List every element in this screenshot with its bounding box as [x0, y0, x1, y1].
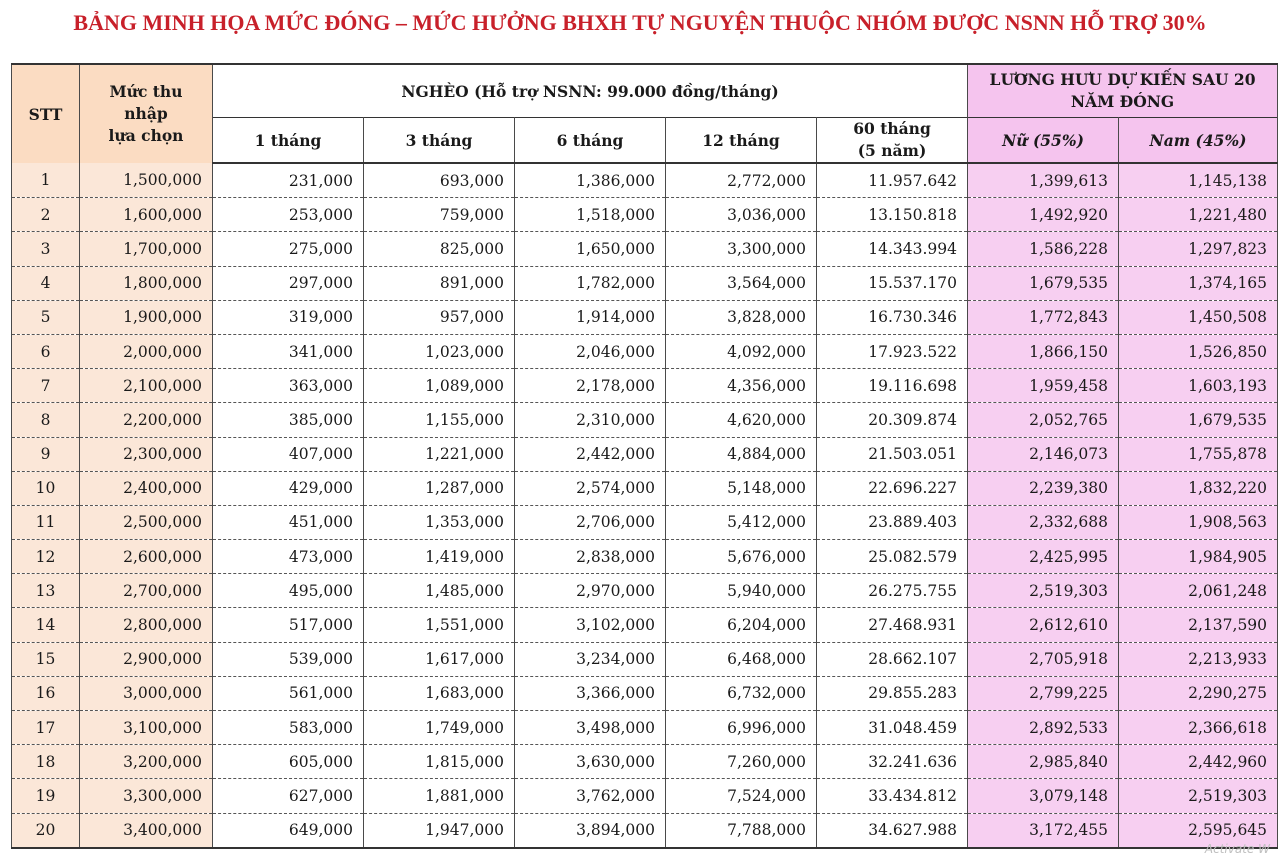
cell-3-months: 1,419,000 — [364, 540, 515, 574]
cell-income: 1,500,000 — [80, 163, 213, 198]
cell-stt: 3 — [12, 232, 80, 266]
cell-60-months: 29.855.283 — [817, 676, 968, 710]
cell-male: 1,755,878 — [1119, 437, 1278, 471]
cell-6-months: 1,518,000 — [515, 198, 666, 232]
col-1-month: 1 tháng — [213, 118, 364, 164]
cell-female: 2,799,225 — [968, 676, 1119, 710]
cell-male: 1,374,165 — [1119, 266, 1278, 300]
table-row — [12, 266, 1278, 300]
col-12-months: 12 tháng — [666, 118, 817, 164]
cell-6-months: 1,650,000 — [515, 232, 666, 266]
cell-stt: 6 — [12, 334, 80, 368]
pension-header — [968, 64, 1278, 118]
cell-12-months: 7,788,000 — [666, 813, 817, 848]
cell-female: 1,399,613 — [968, 163, 1119, 198]
cell-60-months: 14.343.994 — [817, 232, 968, 266]
table-row — [12, 676, 1278, 710]
cell-stt: 16 — [12, 676, 80, 710]
cell-6-months: 1,782,000 — [515, 266, 666, 300]
cell-6-months: 2,178,000 — [515, 369, 666, 403]
col-female-label: Nữ (55%) — [1002, 130, 1084, 150]
cell-12-months: 5,412,000 — [666, 505, 817, 539]
cell-stt: 14 — [12, 608, 80, 642]
cell-male: 2,213,933 — [1119, 642, 1278, 676]
cell-male: 1,603,193 — [1119, 369, 1278, 403]
col-male-label: Nam (45%) — [1149, 130, 1247, 150]
cell-60-months: 28.662.107 — [817, 642, 968, 676]
cell-female: 1,866,150 — [968, 334, 1119, 368]
cell-income: 2,200,000 — [80, 403, 213, 437]
cell-12-months: 5,148,000 — [666, 471, 817, 505]
cell-3-months: 1,287,000 — [364, 471, 515, 505]
cell-3-months: 1,617,000 — [364, 642, 515, 676]
cell-12-months: 4,884,000 — [666, 437, 817, 471]
cell-stt: 8 — [12, 403, 80, 437]
cell-3-months: 1,683,000 — [364, 676, 515, 710]
cell-1-month: 495,000 — [213, 574, 364, 608]
cell-3-months: 1,749,000 — [364, 711, 515, 745]
cell-stt: 19 — [12, 779, 80, 813]
cell-6-months: 2,838,000 — [515, 540, 666, 574]
cell-female: 3,172,455 — [968, 813, 1119, 848]
cell-1-month: 473,000 — [213, 540, 364, 574]
cell-12-months: 2,772,000 — [666, 163, 817, 198]
cell-3-months: 1,485,000 — [364, 574, 515, 608]
cell-12-months: 5,676,000 — [666, 540, 817, 574]
cell-stt: 2 — [12, 198, 80, 232]
cell-6-months: 2,046,000 — [515, 334, 666, 368]
cell-male: 1,679,535 — [1119, 403, 1278, 437]
cell-3-months: 1,089,000 — [364, 369, 515, 403]
cell-12-months: 3,300,000 — [666, 232, 817, 266]
cell-12-months: 5,940,000 — [666, 574, 817, 608]
col-6-months: 6 tháng — [515, 118, 666, 164]
table-row — [12, 779, 1278, 813]
table-row — [12, 198, 1278, 232]
cell-3-months: 1,155,000 — [364, 403, 515, 437]
cell-female: 2,052,765 — [968, 403, 1119, 437]
cell-income: 3,100,000 — [80, 711, 213, 745]
cell-3-months: 957,000 — [364, 300, 515, 334]
table-row — [12, 163, 1278, 198]
cell-3-months: 693,000 — [364, 163, 515, 198]
table-row — [12, 608, 1278, 642]
cell-income: 2,600,000 — [80, 540, 213, 574]
cell-income: 2,500,000 — [80, 505, 213, 539]
cell-male: 1,221,480 — [1119, 198, 1278, 232]
cell-1-month: 385,000 — [213, 403, 364, 437]
cell-12-months: 6,732,000 — [666, 676, 817, 710]
cell-income: 1,700,000 — [80, 232, 213, 266]
cell-12-months: 7,524,000 — [666, 779, 817, 813]
cell-60-months: 19.116.698 — [817, 369, 968, 403]
cell-60-months: 11.957.642 — [817, 163, 968, 198]
cell-1-month: 583,000 — [213, 711, 364, 745]
cell-12-months: 6,996,000 — [666, 711, 817, 745]
table-row — [12, 745, 1278, 779]
table-row — [12, 403, 1278, 437]
cell-stt: 10 — [12, 471, 80, 505]
cell-60-months: 25.082.579 — [817, 540, 968, 574]
cell-6-months: 3,630,000 — [515, 745, 666, 779]
cell-male: 2,442,960 — [1119, 745, 1278, 779]
cell-3-months: 1,023,000 — [364, 334, 515, 368]
table-row — [12, 642, 1278, 676]
cell-60-months: 27.468.931 — [817, 608, 968, 642]
table-row — [12, 505, 1278, 539]
cell-60-months: 16.730.346 — [817, 300, 968, 334]
table-row — [12, 574, 1278, 608]
cell-1-month: 627,000 — [213, 779, 364, 813]
cell-female: 2,146,073 — [968, 437, 1119, 471]
col-female — [968, 118, 1119, 164]
col-60-line1: 60 tháng — [853, 119, 931, 138]
cell-income: 2,400,000 — [80, 471, 213, 505]
cell-1-month: 539,000 — [213, 642, 364, 676]
cell-male: 1,908,563 — [1119, 505, 1278, 539]
cell-female: 3,079,148 — [968, 779, 1119, 813]
cell-12-months: 7,260,000 — [666, 745, 817, 779]
cell-income: 2,700,000 — [80, 574, 213, 608]
table-row — [12, 540, 1278, 574]
cell-income: 1,900,000 — [80, 300, 213, 334]
cell-male: 2,061,248 — [1119, 574, 1278, 608]
table-row — [12, 813, 1278, 848]
cell-income: 2,100,000 — [80, 369, 213, 403]
cell-6-months: 2,706,000 — [515, 505, 666, 539]
table-row — [12, 334, 1278, 368]
cell-60-months: 13.150.818 — [817, 198, 968, 232]
cell-6-months: 2,970,000 — [515, 574, 666, 608]
cell-male: 2,137,590 — [1119, 608, 1278, 642]
cell-male: 1,145,138 — [1119, 163, 1278, 198]
cell-female: 2,892,533 — [968, 711, 1119, 745]
cell-stt: 1 — [12, 163, 80, 198]
cell-3-months: 1,551,000 — [364, 608, 515, 642]
cell-1-month: 407,000 — [213, 437, 364, 471]
cell-female: 2,705,918 — [968, 642, 1119, 676]
cell-3-months: 1,353,000 — [364, 505, 515, 539]
cell-male: 1,526,850 — [1119, 334, 1278, 368]
cell-12-months: 6,204,000 — [666, 608, 817, 642]
cell-1-month: 451,000 — [213, 505, 364, 539]
cell-6-months: 1,386,000 — [515, 163, 666, 198]
cell-male: 2,290,275 — [1119, 676, 1278, 710]
contribution-table — [11, 63, 1278, 849]
cell-60-months: 21.503.051 — [817, 437, 968, 471]
cell-6-months: 3,762,000 — [515, 779, 666, 813]
cell-12-months: 4,620,000 — [666, 403, 817, 437]
cell-stt: 9 — [12, 437, 80, 471]
cell-6-months: 3,102,000 — [515, 608, 666, 642]
cell-female: 2,519,303 — [968, 574, 1119, 608]
cell-1-month: 297,000 — [213, 266, 364, 300]
cell-1-month: 363,000 — [213, 369, 364, 403]
cell-stt: 18 — [12, 745, 80, 779]
cell-3-months: 1,815,000 — [364, 745, 515, 779]
cell-1-month: 231,000 — [213, 163, 364, 198]
cell-male: 1,984,905 — [1119, 540, 1278, 574]
cell-stt: 4 — [12, 266, 80, 300]
table-row — [12, 300, 1278, 334]
cell-1-month: 561,000 — [213, 676, 364, 710]
cell-female: 1,492,920 — [968, 198, 1119, 232]
cell-60-months: 31.048.459 — [817, 711, 968, 745]
cell-6-months: 1,914,000 — [515, 300, 666, 334]
cell-stt: 20 — [12, 813, 80, 848]
cell-6-months: 3,234,000 — [515, 642, 666, 676]
cell-stt: 7 — [12, 369, 80, 403]
cell-6-months: 3,894,000 — [515, 813, 666, 848]
cell-female: 1,772,843 — [968, 300, 1119, 334]
cell-male: 1,297,823 — [1119, 232, 1278, 266]
cell-12-months: 6,468,000 — [666, 642, 817, 676]
cell-3-months: 891,000 — [364, 266, 515, 300]
income-header — [80, 64, 213, 163]
poor-group-header: NGHÈO (Hỗ trợ NSNN: 99.000 đồng/tháng) — [213, 64, 968, 118]
table-row — [12, 711, 1278, 745]
cell-1-month: 341,000 — [213, 334, 364, 368]
table-row — [12, 369, 1278, 403]
cell-6-months: 2,310,000 — [515, 403, 666, 437]
cell-3-months: 1,221,000 — [364, 437, 515, 471]
cell-stt: 5 — [12, 300, 80, 334]
income-header-line2: lựa chọn — [108, 126, 184, 145]
cell-female: 2,612,610 — [968, 608, 1119, 642]
cell-60-months: 15.537.170 — [817, 266, 968, 300]
cell-1-month: 649,000 — [213, 813, 364, 848]
cell-female: 2,425,995 — [968, 540, 1119, 574]
table-row — [12, 471, 1278, 505]
watermark: Activate W — [1204, 842, 1270, 856]
cell-income: 1,600,000 — [80, 198, 213, 232]
cell-stt: 15 — [12, 642, 80, 676]
pension-header-line1: LƯƠNG HƯU DỰ KIẾN SAU 20 — [989, 70, 1256, 89]
cell-6-months: 2,442,000 — [515, 437, 666, 471]
cell-60-months: 33.434.812 — [817, 779, 968, 813]
cell-income: 2,900,000 — [80, 642, 213, 676]
cell-12-months: 3,036,000 — [666, 198, 817, 232]
cell-income: 2,000,000 — [80, 334, 213, 368]
cell-60-months: 17.923.522 — [817, 334, 968, 368]
cell-male: 2,595,645 — [1119, 813, 1278, 848]
cell-12-months: 3,564,000 — [666, 266, 817, 300]
cell-income: 2,800,000 — [80, 608, 213, 642]
col-60-months — [817, 118, 968, 164]
cell-male: 2,366,618 — [1119, 711, 1278, 745]
table-row — [12, 437, 1278, 471]
cell-6-months: 3,498,000 — [515, 711, 666, 745]
cell-3-months: 1,881,000 — [364, 779, 515, 813]
cell-income: 3,200,000 — [80, 745, 213, 779]
cell-income: 3,300,000 — [80, 779, 213, 813]
col-male — [1119, 118, 1278, 164]
cell-12-months: 4,092,000 — [666, 334, 817, 368]
cell-female: 2,239,380 — [968, 471, 1119, 505]
cell-6-months: 2,574,000 — [515, 471, 666, 505]
cell-stt: 13 — [12, 574, 80, 608]
cell-female: 1,959,458 — [968, 369, 1119, 403]
stt-header: STT — [12, 64, 80, 163]
cell-female: 2,985,840 — [968, 745, 1119, 779]
cell-1-month: 275,000 — [213, 232, 364, 266]
cell-female: 1,679,535 — [968, 266, 1119, 300]
cell-60-months: 20.309.874 — [817, 403, 968, 437]
cell-1-month: 319,000 — [213, 300, 364, 334]
cell-income: 2,300,000 — [80, 437, 213, 471]
cell-12-months: 3,828,000 — [666, 300, 817, 334]
col-60-line2: (5 năm) — [857, 141, 927, 160]
cell-stt: 12 — [12, 540, 80, 574]
cell-3-months: 825,000 — [364, 232, 515, 266]
cell-3-months: 1,947,000 — [364, 813, 515, 848]
cell-6-months: 3,366,000 — [515, 676, 666, 710]
cell-1-month: 429,000 — [213, 471, 364, 505]
cell-male: 1,832,220 — [1119, 471, 1278, 505]
pension-header-line2: NĂM ĐÓNG — [1070, 92, 1175, 111]
page-title: BẢNG MINH HỌA MỨC ĐÓNG – MỨC HƯỞNG BHXH TỰ NGUYỆN THUỘC NHÓM ĐƯỢC NSNN HỖ TRỢ 30% — [73, 10, 1207, 35]
cell-male: 1,450,508 — [1119, 300, 1278, 334]
cell-12-months: 4,356,000 — [666, 369, 817, 403]
cell-1-month: 517,000 — [213, 608, 364, 642]
cell-stt: 11 — [12, 505, 80, 539]
cell-stt: 17 — [12, 711, 80, 745]
cell-3-months: 759,000 — [364, 198, 515, 232]
cell-income: 3,000,000 — [80, 676, 213, 710]
cell-income: 1,800,000 — [80, 266, 213, 300]
cell-female: 2,332,688 — [968, 505, 1119, 539]
cell-1-month: 253,000 — [213, 198, 364, 232]
cell-60-months: 23.889.403 — [817, 505, 968, 539]
cell-male: 2,519,303 — [1119, 779, 1278, 813]
table-row — [12, 232, 1278, 266]
col-3-months: 3 tháng — [364, 118, 515, 164]
cell-60-months: 34.627.988 — [817, 813, 968, 848]
income-header-line1: Mức thu nhập — [109, 82, 183, 123]
cell-female: 1,586,228 — [968, 232, 1119, 266]
cell-income: 3,400,000 — [80, 813, 213, 848]
cell-1-month: 605,000 — [213, 745, 364, 779]
cell-60-months: 26.275.755 — [817, 574, 968, 608]
cell-60-months: 32.241.636 — [817, 745, 968, 779]
cell-60-months: 22.696.227 — [817, 471, 968, 505]
table-body — [12, 163, 1278, 848]
